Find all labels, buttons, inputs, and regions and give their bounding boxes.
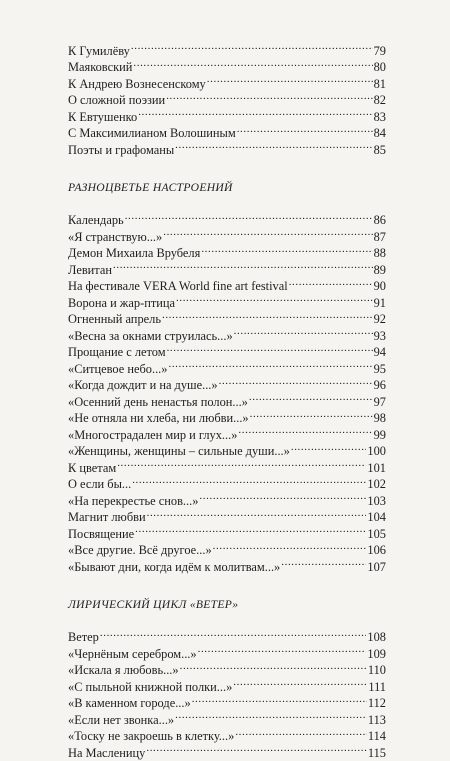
toc-entry-title: Левитан xyxy=(68,262,112,279)
toc-entry-page: 93 xyxy=(374,328,386,345)
toc-entry-title: Прощание с летом xyxy=(68,344,166,361)
toc-group-poets xyxy=(68,38,386,154)
toc-entry-page: 86 xyxy=(374,212,386,229)
toc-entry-page: 84 xyxy=(374,125,386,142)
toc-entry-page: 107 xyxy=(367,559,386,576)
toc-entry-title: К цветам xyxy=(68,460,116,477)
toc-entry-title: О сложной поэзии xyxy=(68,92,165,109)
toc-entry-title: «Осенний день ненастья полон...» xyxy=(68,394,248,411)
dot-leader xyxy=(219,373,373,390)
dot-leader xyxy=(289,274,373,291)
toc-entry-title: Ворона и жар-птица xyxy=(68,295,175,312)
toc-entry-page: 92 xyxy=(374,311,386,328)
toc-entry-title: «Весна за окнами струилась...» xyxy=(68,328,233,345)
toc-entry-title: К Андрею Вознесенскому xyxy=(68,76,206,93)
dot-leader xyxy=(166,88,372,105)
toc-entry-title: «Все другие. Всё другое...» xyxy=(68,542,212,559)
toc-entry-title: На Масленицу xyxy=(68,745,145,761)
toc-entry-title: «Искала я любовь...» xyxy=(68,662,179,679)
dot-leader xyxy=(167,340,373,357)
toc-entry-page: 88 xyxy=(374,245,386,262)
toc-entry-page: 102 xyxy=(367,476,386,493)
toc-entry-title: «Если нет звонка...» xyxy=(68,712,174,729)
toc-entry xyxy=(68,274,386,291)
dot-leader xyxy=(281,554,366,571)
dot-leader xyxy=(162,307,373,324)
dot-leader xyxy=(238,422,372,439)
dot-leader xyxy=(198,641,367,658)
toc-entry-page: 110 xyxy=(368,662,386,679)
toc-entry-title: Посвящение xyxy=(68,526,134,543)
dot-leader xyxy=(135,521,366,538)
toc-entry xyxy=(68,208,386,225)
dot-leader xyxy=(180,658,367,675)
dot-leader xyxy=(213,538,367,555)
dot-leader xyxy=(133,55,372,72)
toc-entry-title: «Ситцевое небо...» xyxy=(68,361,167,378)
toc-entry-page: 105 xyxy=(367,526,386,543)
toc-entry-title: С Максимилианом Волошиным xyxy=(68,125,236,142)
toc-entry-title: Огненный апрель xyxy=(68,311,161,328)
dot-leader xyxy=(168,356,372,373)
toc-entry-page: 108 xyxy=(367,629,386,646)
toc-entry-title: Календарь xyxy=(68,212,124,229)
dot-leader xyxy=(207,71,373,88)
toc-entry-title: «Бывают дни, когда идём к молитвам...» xyxy=(68,559,280,576)
toc-entry-page: 91 xyxy=(374,295,386,312)
dot-leader xyxy=(100,625,367,642)
toc-entry-title: Маяковский xyxy=(68,59,132,76)
dot-leader xyxy=(146,740,367,757)
toc-entry xyxy=(68,257,386,274)
toc-entry-title: К Евтушенко xyxy=(68,109,137,126)
toc-entry-page: 99 xyxy=(374,427,386,444)
dot-leader xyxy=(233,674,367,691)
dot-leader xyxy=(175,707,367,724)
toc-entry-page: 94 xyxy=(374,344,386,361)
toc-entry-page: 80 xyxy=(374,59,386,76)
toc-entry-title: Поэты и графоманы xyxy=(68,142,174,159)
table-of-contents xyxy=(68,38,386,757)
dot-leader xyxy=(138,104,372,121)
dot-leader xyxy=(234,323,373,340)
toc-entry-page: 109 xyxy=(367,646,386,663)
section-title-moods: РАЗНОЦВЕТЬЕ НАСТРОЕНИЙ xyxy=(68,178,386,198)
toc-entry-page: 114 xyxy=(368,728,386,745)
toc-entry-page: 101 xyxy=(367,460,386,477)
toc-entry-title: На фестивале VERA World fine art festival xyxy=(68,278,288,295)
toc-entry-page: 98 xyxy=(374,410,386,427)
section-title-wind-cycle: ЛИРИЧЕСКИЙ ЦИКЛ «ВЕТЕР» xyxy=(68,595,386,615)
toc-entry xyxy=(68,625,386,642)
dot-leader xyxy=(201,241,372,258)
toc-group-wind xyxy=(68,625,386,757)
toc-entry-title: О если бы... xyxy=(68,476,131,493)
toc-entry-title: «Чернёным серебром...» xyxy=(68,646,197,663)
dot-leader xyxy=(117,455,366,472)
toc-entry-page: 115 xyxy=(368,745,386,761)
dot-leader xyxy=(199,488,366,505)
toc-entry-title: «В каменном городе...» xyxy=(68,695,191,712)
toc-entry-page: 85 xyxy=(374,142,386,159)
dot-leader xyxy=(291,439,367,456)
toc-entry-title: «На перекрестье снов...» xyxy=(68,493,198,510)
toc-entry-page: 87 xyxy=(374,229,386,246)
toc-entry-page: 112 xyxy=(368,695,386,712)
toc-entry-page: 113 xyxy=(368,712,386,729)
toc-entry-page: 106 xyxy=(367,542,386,559)
toc-entry-page: 111 xyxy=(368,679,386,696)
toc-entry-page: 90 xyxy=(374,278,386,295)
toc-entry-title: «С пыльной книжной полки...» xyxy=(68,679,232,696)
toc-entry-title: «Женщины, женщины – сильные души...» xyxy=(68,443,290,460)
toc-entry-page: 103 xyxy=(367,493,386,510)
dot-leader xyxy=(175,137,372,154)
dot-leader xyxy=(192,691,367,708)
toc-entry-title: «Тоску не закроешь в клетку...» xyxy=(68,728,234,745)
toc-entry-page: 82 xyxy=(374,92,386,109)
toc-entry-title: «Не отняла ни хлеба, ни любви...» xyxy=(68,410,249,427)
toc-entry-title: Демон Михаила Врубеля xyxy=(68,245,200,262)
toc-entry-page: 89 xyxy=(374,262,386,279)
toc-entry-page: 96 xyxy=(374,377,386,394)
toc-entry-title: Ветер xyxy=(68,629,99,646)
toc-entry-page: 97 xyxy=(374,394,386,411)
toc-entry-page: 95 xyxy=(374,361,386,378)
toc-entry-title: К Гумилёву xyxy=(68,43,130,60)
dot-leader xyxy=(237,121,373,138)
dot-leader xyxy=(176,290,373,307)
toc-entry-page: 81 xyxy=(374,76,386,93)
toc-entry-title: «Многострадален мир и глух...» xyxy=(68,427,237,444)
dot-leader xyxy=(147,505,367,522)
toc-entry-title: Магнит любви xyxy=(68,509,146,526)
dot-leader xyxy=(131,38,373,55)
dot-leader xyxy=(113,257,373,274)
dot-leader xyxy=(163,224,372,241)
toc-entry xyxy=(68,641,386,658)
dot-leader xyxy=(249,389,373,406)
dot-leader xyxy=(125,208,373,225)
toc-group-moods xyxy=(68,208,386,571)
toc-entry-page: 100 xyxy=(367,443,386,460)
dot-leader xyxy=(250,406,373,423)
toc-entry-page: 83 xyxy=(374,109,386,126)
toc-entry-title: «Когда дождит и на душе...» xyxy=(68,377,218,394)
toc-entry xyxy=(68,38,386,55)
toc-entry-title: «Я странствую...» xyxy=(68,229,162,246)
dot-leader xyxy=(132,472,366,489)
toc-entry-page: 104 xyxy=(367,509,386,526)
toc-entry-page: 79 xyxy=(374,43,386,60)
